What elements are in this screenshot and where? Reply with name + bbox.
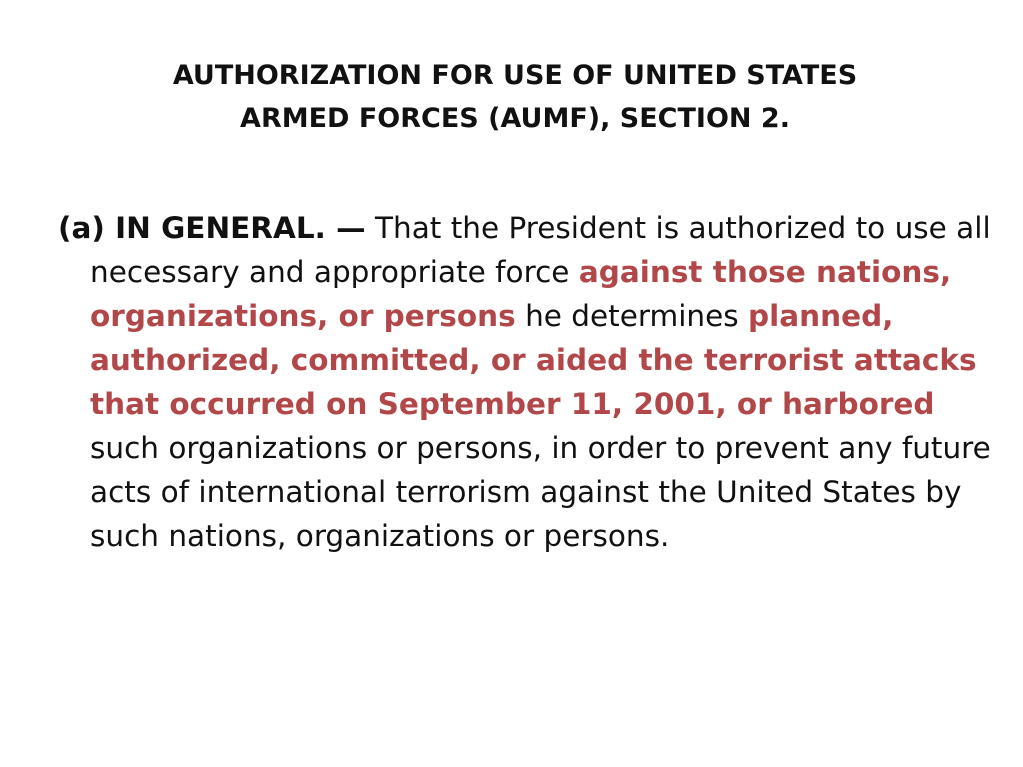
paragraph-lead: (a) IN GENERAL. — [58,211,366,245]
paragraph-text-1: That the President is authorized to use all necessary and appropriate force [90,211,991,289]
title-line-2: ARMED FORCES (AUMF), SECTION 2. [240,103,790,134]
paragraph-text-2: he determines [515,299,749,333]
highlight-attacks: planned, authorized, committed, or aided the terrorist attacks that occurred on September 11, 2001, or harbored [90,299,977,421]
title-line-1: AUTHORIZATION FOR USE OF UNITED STATES [172,60,858,91]
paragraph-text-3: such organizations or persons, in order to prevent any future acts of international terrorism against the United States by such nations, organizations or persons. [90,431,991,553]
section-paragraph [58,206,1010,558]
slide-title [40,54,990,140]
highlight-targets: against those nations, organizations, or persons [90,255,952,333]
